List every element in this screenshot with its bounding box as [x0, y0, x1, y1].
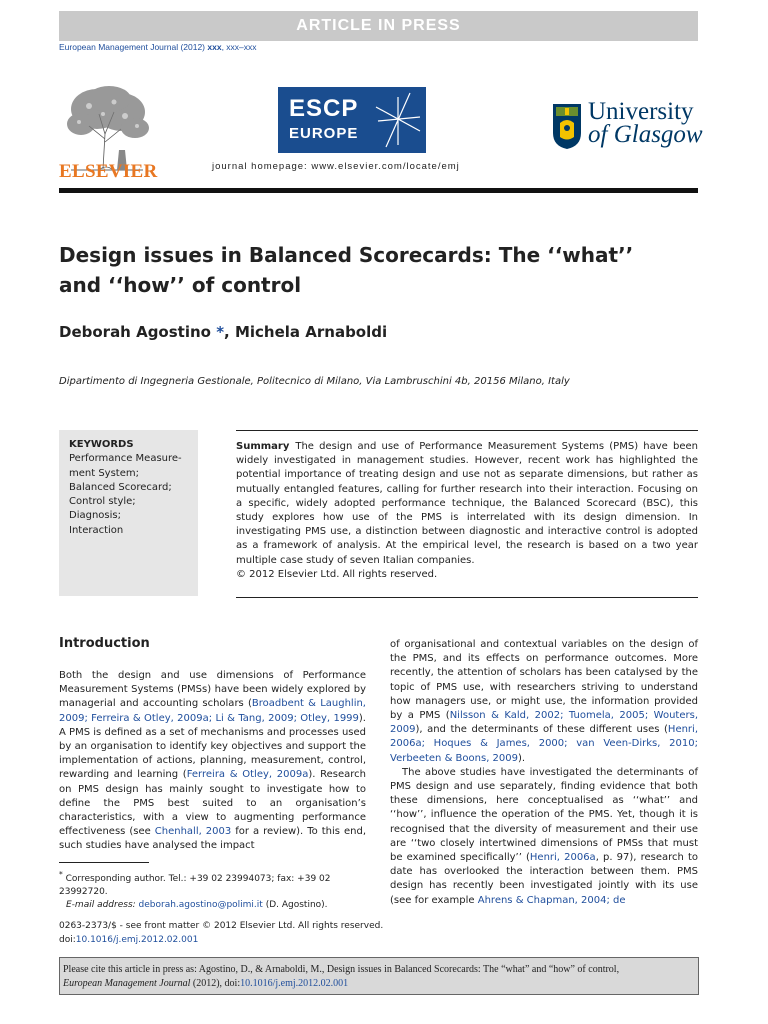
affiliation: Dipartimento di Ingegneria Gestionale, Politecnico di Milano, Via Lambruschini 4b, 20156 Milano, Italy [59, 376, 570, 387]
body-text: for a review). To this end, such studies have analysed the impact [59, 826, 366, 852]
europe-wordmark: EUROPE [289, 125, 359, 142]
article-title: Design issues in Balanced Scorecards: The ‘‘what’’ and ‘‘how’’ of control [59, 243, 634, 297]
body-column-left [59, 669, 366, 854]
citation-link[interactable]: Chenhall, 2003 [154, 826, 232, 838]
corresponding-author-link[interactable]: * [216, 323, 225, 341]
body-text: ). Research on PMS design has mainly sought to investigate how to define the PMS best suited to an organisation’s characteristics, with a view to augmenting performance effectiveness (see [59, 769, 366, 838]
citation-box: Please cite this article in press as: Agostino, D., & Arnaboldi, M., Design issues in Balanced Scorecards: The “what” and “how” of control, European Management Journal (2012), doi:10.1016/j.emj.2012.02.001 [59, 957, 699, 995]
citation-doi-link[interactable]: 10.1016/j.emj.2012.02.001 [240, 978, 349, 989]
body-text: The above studies have investigated the determinants of PMS design and use separately, finding evidence that both these dimensions, here conceptualised as ‘‘what’’ and ‘‘how’’, influence the operation of the PMS. Yet, though it is recognised that the diversity of measurement and their use are ‘‘two closely intertwined dimensions of PMSs that must be examined specifically’’ ( [390, 766, 698, 864]
footnote-rule [59, 862, 149, 863]
university-of-glasgow-wordmark: University of Glasgow [588, 98, 703, 148]
introduction-heading: Introduction [59, 636, 150, 651]
body-text: ). [518, 752, 526, 764]
elsevier-wordmark: ELSEVIER [59, 161, 158, 182]
citation-link[interactable]: Ferreira & Otley, 2009a [186, 769, 309, 781]
email-link[interactable]: deborah.agostino@polimi.it [138, 900, 263, 910]
body-paragraph [59, 669, 366, 854]
authors: Deborah Agostino *, Michela Arnaboldi [59, 323, 388, 341]
body-paragraph [390, 766, 698, 908]
body-text: ), and the determinants of these different uses ( [415, 724, 668, 736]
body-column-right [390, 638, 698, 908]
citation-link[interactable]: Ahrens & Chapman, 2004; de [477, 894, 626, 906]
escp-star-icon [370, 87, 426, 153]
citation-link[interactable]: Henri, 2006a [529, 852, 596, 864]
body-paragraph [390, 638, 698, 766]
escp-wordmark: ESCP [289, 95, 359, 122]
body-text: , p. 97), research to date has overlooked the interaction between them. PMS design has recently been investigated jointly with its use (see for example [390, 852, 698, 906]
body-text: ). A PMS is defined as a set of mechanisms and processes used by an organisation to identify key objectives and support the implementation of actions, planning, measurement, control, rewarding and learning ( [59, 712, 366, 781]
keyword: Performance Measure- [69, 453, 182, 465]
citation-link[interactable]: Nilsson & Kald, 2002; Tuomela, 2005; Wouters, 2009 [390, 710, 699, 736]
article-in-press-banner: ARTICLE IN PRESS [59, 11, 698, 41]
body-text: of organisational and contextual variables on the design of the PMS, and its effects on performance outcomes. More recently, the attention of scholars has been catalysed by the topic of PMS use, with researchers striving to understand how managers use, or might use, the information provided by a PMS ( [390, 639, 698, 722]
citation-link[interactable]: Henri, 2006a; Hoques & James, 2000; van Veen-Dirks, 2010; Verbeeten & Boons, 2009 [390, 724, 698, 764]
keyword: Interaction [69, 524, 124, 536]
citation-link[interactable]: Broadbent & Laughlin, 2009; Ferreira & Otley, 2009a; Li & Tang, 2009; Otley, 1999 [59, 698, 366, 724]
keyword: Balanced Scorecard; [69, 481, 172, 493]
abstract-copyright: © 2012 Elsevier Ltd. All rights reserved. [236, 568, 438, 580]
header-rule [59, 188, 698, 193]
glasgow-crest-icon [552, 103, 582, 150]
keyword: ment System; [69, 467, 139, 479]
keyword: Diagnosis; [69, 510, 121, 522]
doi-link[interactable]: 10.1016/j.emj.2012.02.001 [75, 934, 199, 945]
keywords-heading: KEYWORDS [69, 439, 134, 450]
keyword: Control style; [69, 496, 136, 508]
footnote: * Corresponding author. Tel.: +39 02 23994073; fax: +39 02 23992720. E-mail address: deborah.agostino@polimi.it (D. Agostino). [59, 870, 331, 910]
front-matter: 0263-2373/$ - see front matter © 2012 Elsevier Ltd. All rights reserved. doi:10.1016/j.emj.2012.02.001 [59, 921, 384, 945]
body-text: Both the design and use dimensions of Performance Measurement Systems (PMSs) have been widely explored by managerial and accounting scholars ( [59, 670, 366, 710]
journal-reference[interactable]: European Management Journal (2012) xxx, xxx–xxx [59, 42, 257, 52]
journal-homepage[interactable]: journal homepage: www.elsevier.com/locate/emj [212, 161, 460, 172]
abstract-top-rule [236, 430, 698, 431]
abstract-bottom-rule [236, 597, 698, 598]
abstract: Summary The design and use of Performance Measurement Systems (PMS) have been widely investigated in management studies. However, recent work has highlighted the potential importance of treating design and use not as separate dimensions, but rather as mutually entangled features, calling for further research into their interaction. Focusing on a specific, widely adopted performance technique, the Balanced Scorecard (BSC), this study explores how use of the PMS is interrelated with its design dimension. In investigating PMS use, a distinction between diagnostic and interactive control is adopted as a framework of analysis. At the empirical level, the research is based on a two year multiple case study of seven Italian companies. © 2012 Elsevier Ltd. All rights reserved. [236, 440, 698, 582]
keywords-box [59, 430, 198, 596]
